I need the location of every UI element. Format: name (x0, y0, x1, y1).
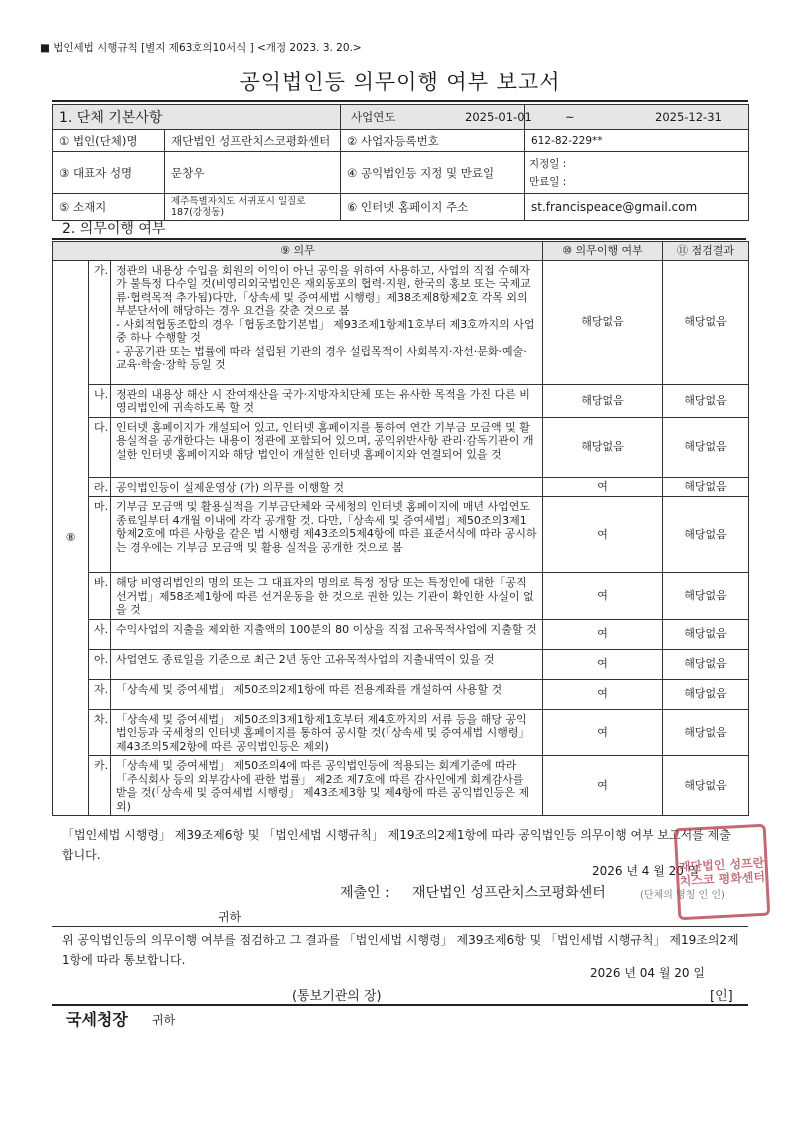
corp-name-label: ① 법인(단체)명 (53, 130, 165, 152)
duty-text: 「상속세 및 증여세법」 제50조의3제1항제1호부터 제4호까지의 서류 등을 해당 공익법인등과 국세청의 인터넷 홈페이지를 통하여 공시할 것(「상속세 및 증여세법 시행령」 제43조의5제2항에 따른 공익법인등은 제외) (111, 709, 543, 756)
recipient: 국세청장 (66, 1010, 128, 1029)
duty-status: 여 (543, 573, 663, 620)
duty-status: 여 (543, 477, 663, 497)
duty-result: 해당없음 (663, 709, 749, 756)
recipient-suffix: 귀하 (152, 1013, 176, 1027)
submitter-label: 제출인 : (340, 885, 390, 901)
section2-title: 2. 의무이행 여부 (52, 218, 746, 240)
biz-no: 612-82-229** (525, 130, 749, 152)
designation-date-label: 지정일 : (529, 157, 567, 170)
basic-info-table (52, 104, 749, 221)
homepage-label: ⑥ 인터넷 홈페이지 주소 (341, 194, 525, 221)
duty-status: 해당없음 (543, 384, 663, 417)
duty-row (53, 417, 749, 477)
page-title: 공익법인등 의무이행 여부 보고서 (239, 70, 561, 94)
designation-dates (525, 152, 749, 194)
fiscal-year-label: 사업연도 (341, 105, 525, 130)
address: 제주특별자치도 서귀포시 일질로 187(강정동) (165, 194, 341, 221)
duty-status: 해당없음 (543, 260, 663, 384)
duty-text: 수익사업의 지출을 제외한 지출액의 100분의 80 이상을 직접 고유목적사업에 지출할 것 (111, 619, 543, 649)
duty-text: 정관의 내용상 수입을 회원의 이익이 아닌 공익을 위하여 사용하고, 사업의 직접 수혜자가 불특정 다수일 것(비영리외국법인은 재외동포의 협력·지원, 한국의 홍보 또는 국제교류·협력목적 추가됨)다만,「상속세 및 증여세법 시행령」제38조제8항제2호 각목 외의 부분단서에 해당하는 경우 요건을 갖춘 것으로 봄 - 사회적협동조합의 경우「협동조합기본법」 제93조제1항제1호부터 제3호까지의 사업 중 하나 수행할 것 - 공공기관 또는 법률에 따라 설립된 기관의 경우 설립목적이 사회복지·자선·문화·예술·교육·학술·장학 등일 것 (111, 260, 543, 384)
duty-table (52, 241, 749, 816)
duty-row (53, 679, 749, 709)
biz-no-label: ② 사업자등록번호 (341, 130, 525, 152)
duty-result: 해당없음 (663, 619, 749, 649)
duty-text: 공익법인등이 실제운영상 (가) 의무를 이행할 것 (111, 477, 543, 497)
duty-result: 해당없음 (663, 417, 749, 477)
duty-letter: 가. (89, 260, 111, 384)
duty-result: 해당없음 (663, 649, 749, 679)
duty-text: 「상속세 및 증여세법」 제50조의4에 따른 공익법인등에 적용되는 회계기준에 따라 「주식회사 등의 외부감사에 관한 법률」 제2조 제7호에 따른 감사인에게 회계감사를 받을 것(「상속세 및 증여세법 시행령」 제43조제3항 및 제4항에 따른 공익법인등은 제외) (111, 756, 543, 816)
expiry-date-label: 만료일 : (529, 175, 567, 188)
duty-letter: 차. (89, 709, 111, 756)
title-rule (52, 100, 748, 102)
duty-letter: 라. (89, 477, 111, 497)
duty-result: 해당없음 (663, 497, 749, 573)
duty-status: 여 (543, 649, 663, 679)
duty-row-label: ⑧ (53, 260, 89, 816)
duty-letter: 나. (89, 384, 111, 417)
duty-letter: 아. (89, 649, 111, 679)
duty-letter: 다. (89, 417, 111, 477)
duty-row (53, 573, 749, 620)
submission-addressee: 귀하 (218, 910, 242, 924)
duty-text: 「상속세 및 증여세법」 제50조의2제1항에 따른 전용계좌를 개설하여 사용할 것 (111, 679, 543, 709)
official-seal-stamp (674, 824, 771, 921)
duty-result: 해당없음 (663, 679, 749, 709)
duty-text: 해당 비영리법인의 명의 또는 그 대표자의 명의로 특정 정당 또는 특정인에 대한「공직선거법」제58조제1항에 따른 선거운동을 한 것으로 권한 있는 기관이 확인한 사실이 없을 것 (111, 573, 543, 620)
duty-text: 기부금 모금액 및 활용실적을 기부금단체와 국세청의 인터넷 홈페이지에 매년 사업연도 종료일부터 4개월 이내에 각각 공개할 것. 다만,「상속세 및 증여세법」제50조의3제1항제2호에 따른 사항을 같은 법 시행령 제43조의5제4항에 따른 표준서식에 따라 공시하는 경우에는 기부금 모금액 및 활용 실적을 공개한 것으로 봄 (111, 497, 543, 573)
duty-result: 해당없음 (663, 756, 749, 816)
review-statement: 위 공익법인등의 의무이행 여부를 점검하고 그 결과를 「법인세법 시행령」 제39조제6항 및 「법인세법 시행규칙」 제19조의2제1항에 따라 통보합니다. (62, 933, 739, 967)
homepage: st.francispeace@gmail.com (525, 194, 749, 221)
duty-letter: 사. (89, 619, 111, 649)
form-header-note: ■ 법인세법 시행규칙 [별지 제63호의10서식 ] <개정 2023. 3. 20.> (40, 42, 362, 54)
fiscal-year-range (465, 105, 749, 130)
fiscal-start: 2025-01-01 (465, 110, 532, 124)
duty-result: 해당없음 (663, 477, 749, 497)
bottom-rule (52, 1004, 748, 1006)
duty-text: 정관의 내용상 해산 시 잔여재산을 국가·지방자치단체 또는 유사한 목적을 가진 다른 비영리법인에 귀속하도록 할 것 (111, 384, 543, 417)
stamp-text: 재단법인 성프란치스코 평화센터 (678, 855, 766, 889)
footer-divider (52, 926, 748, 927)
duty-result: 해당없음 (663, 384, 749, 417)
designation-label: ④ 공익법인등 지정 및 만료일 (341, 152, 525, 194)
duty-status: 여 (543, 679, 663, 709)
col-duty-header: ⑨ 의무 (53, 242, 543, 261)
duty-row (53, 260, 749, 384)
duty-result: 해당없음 (663, 573, 749, 620)
fiscal-tilde: ~ (565, 110, 575, 124)
duty-letter: 카. (89, 756, 111, 816)
submitter-seal-note: (단체의 명칭 인 인) (640, 890, 725, 901)
rep-label: ③ 대표자 성명 (53, 152, 165, 194)
review-seal: [인] (710, 989, 733, 1004)
review-date: 2026 년 04 월 20 일 (590, 966, 705, 980)
duty-text: 인터넷 홈페이지가 개설되어 있고, 인터넷 홈페이지를 통하여 연간 기부금 모금액 및 활용실적을 공개한다는 내용이 정관에 포함되어 있으며, 공익위반사항 관리·감독기관이 개설한 인터넷 홈페이지와 해당 법인이 개설한 인터넷 홈페이지와 연결되어 있을 것 (111, 417, 543, 477)
col-status-header: ⑩ 의무이행 여부 (543, 242, 663, 261)
duty-letter: 자. (89, 679, 111, 709)
duty-status: 여 (543, 709, 663, 756)
corp-name: 재단법인 성프란치스코평화센터 (165, 130, 341, 152)
col-result-header: ⑪ 점검결과 (663, 242, 749, 261)
duty-status: 여 (543, 497, 663, 573)
address-label: ⑤ 소재지 (53, 194, 165, 221)
duty-row (53, 756, 749, 816)
fiscal-end: 2025-12-31 (655, 110, 722, 124)
duty-status: 여 (543, 756, 663, 816)
duty-letter: 마. (89, 497, 111, 573)
section1-title: 1. 단체 기본사항 (53, 105, 341, 130)
duty-row (53, 477, 749, 497)
duty-status: 여 (543, 619, 663, 649)
duty-text: 사업연도 종료일을 기준으로 최근 2년 동안 고유목적사업의 지출내역이 있을 것 (111, 649, 543, 679)
rep-name: 문창우 (165, 152, 341, 194)
submission-date: 2026 년 4 월 20 일 (592, 864, 700, 878)
submission-statement: 「법인세법 시행령」 제39조제6항 및 「법인세법 시행규칙」 제19조의2제1항에 따라 공익법인등 의무이행 여부 보고서를 제출합니다. (62, 828, 731, 862)
duty-row (53, 384, 749, 417)
duty-row (53, 709, 749, 756)
submitter-name: 재단법인 성프란치스코평화센터 (412, 885, 606, 901)
duty-status: 해당없음 (543, 417, 663, 477)
duty-result: 해당없음 (663, 260, 749, 384)
duty-letter: 바. (89, 573, 111, 620)
review-authority: (통보기관의 장) (292, 989, 382, 1004)
duty-row (53, 619, 749, 649)
duty-row (53, 497, 749, 573)
duty-row (53, 649, 749, 679)
